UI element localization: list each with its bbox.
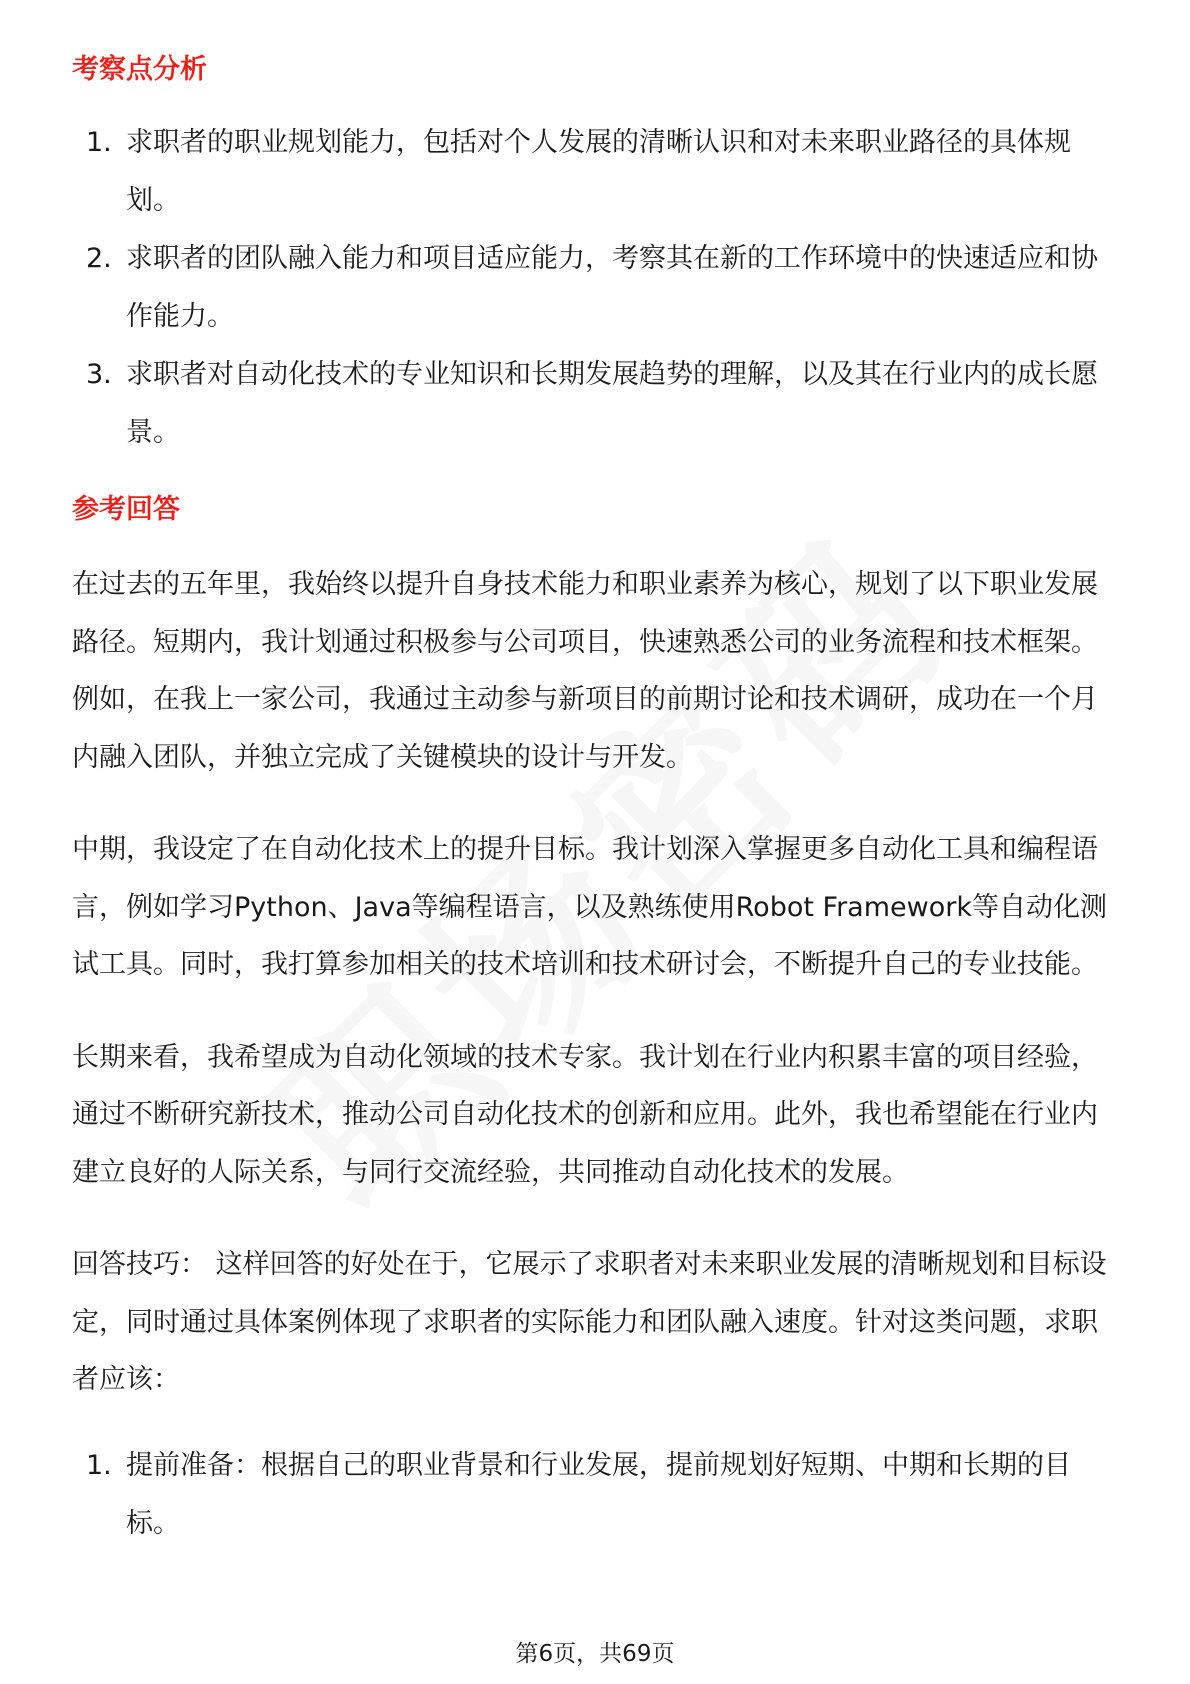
list-item (72, 114, 1120, 230)
tips-list (72, 1437, 1120, 1553)
list-number: 1. (86, 1449, 112, 1481)
list-text: 提前准备：根据自己的职业背景和行业发展，提前规划好短期、中期和长期的目标。 (126, 1449, 1071, 1539)
page-footer: 第6页，共69页 (515, 1641, 675, 1667)
list-text: 求职者的职业规划能力，包括对个人发展的清晰认识和对未来职业路径的具体规划。 (126, 127, 1071, 216)
analysis-list (72, 114, 1120, 462)
document-content (72, 50, 1120, 1553)
tips-paragraph: 回答技巧： 这样回答的好处在于，它展示了求职者对未来职业发展的清晰规划和目标设定，同时通过具体案例体现了求职者的实际能力和团队融入速度。针对这类问题，求职者应该： (72, 1249, 1107, 1395)
list-item (72, 230, 1120, 346)
answer-paragraph: 长期来看，我希望成为自动化领域的技术专家。我计划在行业内积累丰富的项目经验，通过不断研究新技术，推动公司自动化技术的创新和应用。此外，我也希望能在行业内建立良好的人际关系，与同行交流经验，共同推动自动化技术的发展。 (72, 1041, 1098, 1188)
list-number: 2. (86, 243, 112, 274)
list-number: 1. (86, 127, 112, 158)
answer-paragraph: 中期，我设定了在自动化技术上的提升目标。我计划深入掌握更多自动化工具和编程语言，例如学习Python、Java等编程语言，以及熟练使用Robot Framework等自动化测试工具。同时，我打算参加相关的技术培训和技术研讨会，不断提升自己的专业技能。 (72, 834, 1107, 980)
list-number: 3. (86, 359, 112, 390)
list-item (72, 1437, 1120, 1553)
section-title-answer: 参考回答 (72, 494, 180, 525)
section-title-analysis: 考察点分析 (72, 54, 207, 85)
list-text: 求职者对自动化技术的专业知识和长期发展趋势的理解，以及其在行业内的成长愿景。 (126, 359, 1098, 448)
list-text: 求职者的团队融入能力和项目适应能力，考察其在新的工作环境中的快速适应和协作能力。 (126, 243, 1098, 332)
answer-paragraph: 在过去的五年里，我始终以提升自身技术能力和职业素养为核心，规划了以下职业发展路径。短期内，我计划通过积极参与公司项目，快速熟悉公司的业务流程和技术框架。例如，在我上一家公司，我通过主动参与新项目的前期讨论和技术调研，成功在一个月内融入团队，并独立完成了关键模块的设计与开发。 (72, 569, 1098, 773)
list-item (72, 346, 1120, 462)
